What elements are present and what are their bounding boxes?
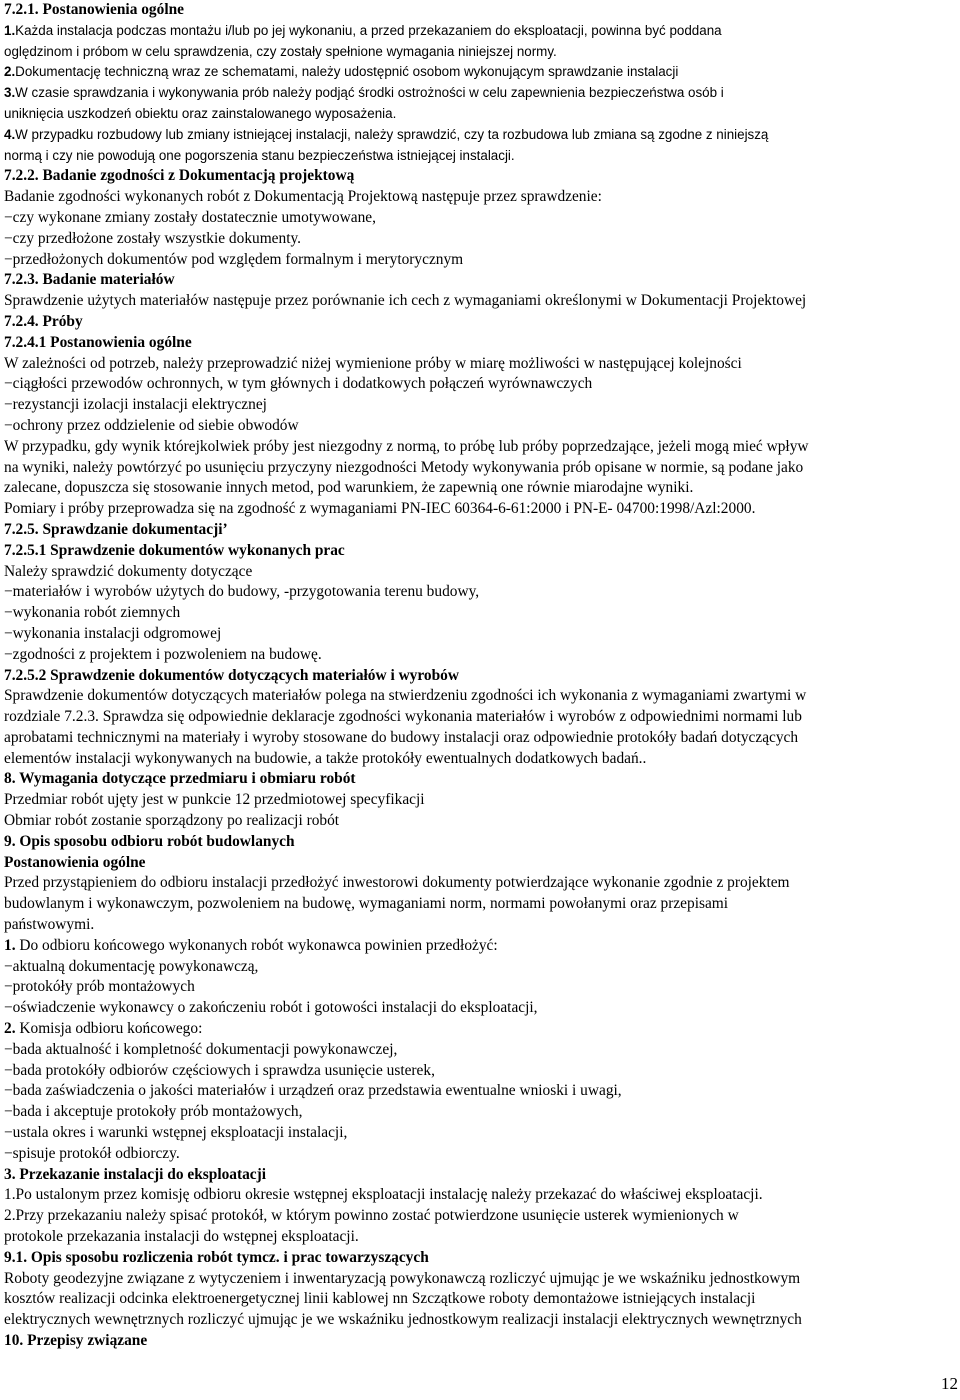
text-line: [4, 977, 954, 998]
text-line: [4, 125, 954, 146]
text-line: [4, 707, 954, 728]
text-run: Przedmiar robót ujęty jest w punkcie 12 przedmiotowej specyfikacji: [4, 791, 425, 809]
section-heading: [4, 0, 954, 21]
text-run: normą i czy nie powodują one pogorszenia stanu bezpieczeństwa istniejącej instalacji.: [4, 147, 515, 163]
text-run: Sprawdzenie użytych materiałów następuje przez porównanie ich cech z wymaganiami określonymi w Dokumentacji Projektowej: [4, 292, 807, 310]
section-heading: [4, 166, 954, 187]
text-line: [4, 624, 954, 645]
text-run: −protokóły prób montażowych: [4, 978, 195, 996]
text-line: [4, 250, 954, 271]
text-line: [4, 686, 954, 707]
text-run: oględzinom i próbom w celu sprawdzenia, czy zostały spełnione wymagania niniejszej normy.: [4, 43, 557, 59]
text-run: Przed przystąpieniem do odbioru instalacji przedłożyć inwestorowi dokumenty potwierdzające wykonanie zgodnie z projektem: [4, 874, 790, 892]
text-run: Należy sprawdzić dokumenty dotyczące: [4, 562, 253, 580]
section-heading: [4, 853, 954, 874]
text-line: [4, 416, 954, 437]
text-run: −aktualną dokumentację powykonawczą,: [4, 957, 259, 975]
text-line: [4, 811, 954, 832]
text-run: budowlanym i wykonawczym, pozwoleniem na budowę, wymaganiami norm, normami powołanymi oraz przepisami: [4, 895, 729, 913]
text-line: [4, 458, 954, 479]
text-run: 1.Po ustalonym przez komisję odbioru okresie wstępnej eksploatacji instalację należy przekazać do właściwej eksploatacji.: [4, 1186, 763, 1204]
bold-text: 1.: [4, 936, 16, 954]
text-line: [4, 790, 954, 811]
bold-text: 7.2.2. Badanie zgodności z Dokumentacją projektową: [4, 167, 355, 185]
text-line: [4, 749, 954, 770]
text-line: [4, 1310, 954, 1331]
bold-text: 3.: [4, 85, 16, 101]
text-run: państwowymi.: [4, 916, 95, 934]
text-run: −oświadczenie wykonawcy o zakończeniu robót i gotowości instalacji do eksploatacji,: [4, 999, 538, 1017]
text-line: [4, 1206, 954, 1227]
text-line: [4, 603, 954, 624]
section-heading: [4, 832, 954, 853]
text-line: [4, 894, 954, 915]
text-line: [4, 187, 954, 208]
bold-text: 3. Przekazanie instalacji do eksploatacji: [4, 1165, 267, 1183]
text-run: W czasie sprawdzania i wykonywania prób należy podjąć środki ostrożności w celu zapewnienia bezpieczeństwa osób i: [15, 85, 724, 101]
text-line: [4, 104, 954, 125]
document-page: [4, 0, 954, 1400]
text-line: [4, 437, 954, 458]
text-run: W przypadku rozbudowy lub zmiany istniejącej instalacji, należy sprawdzić, czy ta rozbudowa lub zmiana są zgodne z niniejszą: [15, 126, 769, 142]
text-line: [4, 374, 954, 395]
text-run: Każda instalacja podczas montażu i/lub po jej wykonaniu, a przed przekazaniem do eksploatacji, powinna być poddana: [15, 22, 722, 38]
text-line: [4, 873, 954, 894]
section-heading: [4, 541, 954, 562]
text-run: elementów instalacji wykonywanych na budowie, a także protokóły ewentualnych dodatkowych badań..: [4, 749, 647, 767]
text-run: −bada i akceptuje protokoły prób montażowych,: [4, 1103, 303, 1121]
section-heading: [4, 1248, 954, 1269]
section-heading: [4, 1331, 954, 1352]
bold-text: 7.2.5.1 Sprawdzenie dokumentów wykonanych prac: [4, 541, 345, 559]
text-line: [4, 1289, 954, 1310]
text-run: 2.Przy przekazaniu należy spisać protokół, w którym powinno zostać potwierdzone usunięcie usterek wymienionych w: [4, 1207, 739, 1225]
text-line: [4, 1144, 954, 1165]
bold-text: 8. Wymagania dotyczące przedmiaru i obmiaru robót: [4, 770, 356, 788]
text-line: [4, 83, 954, 104]
text-line: [4, 998, 954, 1019]
text-line: [4, 1227, 954, 1248]
bold-text: 7.2.1. Postanowienia ogólne: [4, 1, 184, 18]
text-run: −spisuje protokół odbiorczy.: [4, 1144, 180, 1162]
text-run: Dokumentację techniczną wraz ze schematami, należy udostępnić osobom wykonującym sprawdzanie instalacji: [15, 64, 679, 80]
text-run: −ustala okres i warunki wstępnej eksploatacji instalacji,: [4, 1124, 348, 1142]
bold-text: 1.: [4, 22, 16, 38]
text-run: Roboty geodezyjne związane z wytyczeniem i inwentaryzacją powykonawczą rozliczyć ujmując je we wskaźniku jednostkowym: [4, 1269, 801, 1287]
bold-text: 7.2.5. Sprawdzanie dokumentacji’: [4, 520, 228, 538]
bold-text: 7.2.4.1 Postanowienia ogólne: [4, 333, 192, 351]
text-line: [4, 1081, 954, 1102]
text-line: [4, 728, 954, 749]
text-run: −ochrony przez oddzielenie od siebie obwodów: [4, 416, 299, 434]
text-run: rozdziale 7.2.3. Sprawdza się odpowiednie deklaracje zgodności wykonania materiałów i wyrobów z odpowiednimi normami lub: [4, 708, 802, 726]
text-line: [4, 1123, 954, 1144]
text-line: [4, 42, 954, 63]
text-line: [4, 1040, 954, 1061]
section-heading: [4, 270, 954, 291]
bold-text: 7.2.4. Próby: [4, 312, 83, 330]
text-line: [4, 208, 954, 229]
text-run: Do odbioru końcowego wykonanych robót wykonawca powinien przedłożyć:: [15, 936, 498, 954]
body-text: [4, 0, 954, 1352]
text-run: Komisja odbioru końcowego:: [15, 1020, 203, 1038]
text-line: [4, 645, 954, 666]
text-run: −czy przedłożone zostały wszystkie dokumenty.: [4, 229, 302, 247]
text-run: Badanie zgodności wykonanych robót z Dokumentacją Projektową następuje przez sprawdzenie:: [4, 188, 602, 206]
section-heading: [4, 1165, 954, 1186]
text-run: elektrycznych wewnętrznych rozliczyć ujmując je we wskaźniku jednostkowym realizacji instalacji elektrycznych wewnętrznych: [4, 1311, 802, 1329]
section-heading: [4, 333, 954, 354]
text-line: [4, 291, 954, 312]
text-line: [4, 229, 954, 250]
text-line: [4, 1061, 954, 1082]
text-run: Obmiar robót zostanie sporządzony po realizacji robót: [4, 812, 340, 830]
section-heading: [4, 666, 954, 687]
bold-text: 9.1. Opis sposobu rozliczenia robót tymcz. i prac towarzyszących: [4, 1248, 429, 1266]
text-run: −bada zaświadczenia o jakości materiałów i urządzeń oraz przedstawia ewentualne wnioski i uwagi,: [4, 1082, 622, 1100]
text-line: [4, 395, 954, 416]
bold-text: 2.: [4, 64, 16, 80]
text-run: aprobatami technicznymi na materiały i wyroby stosowane do budowy instalacji oraz odpowiednie protokóły badań dotyczących: [4, 728, 799, 746]
bold-text: 10. Przepisy związane: [4, 1332, 148, 1349]
text-line: [4, 354, 954, 375]
text-run: zalecane, dopuszcza się stosowanie innych metod, pod warunkiem, że zapewnią one równie miarodajne wyniki.: [4, 479, 694, 497]
text-run: −zgodności z projektem i pozwoleniem na budowę.: [4, 645, 322, 663]
text-line: [4, 146, 954, 167]
text-line: [4, 1185, 954, 1206]
text-run: Pomiary i próby przeprowadza się na zgodność z wymaganiami PN-IEC 60364-6-61:2000 i PN-E- 04700:1998/Azl:2000.: [4, 500, 756, 518]
text-run: −wykonania robót ziemnych: [4, 604, 181, 622]
text-line: [4, 1019, 954, 1040]
bold-text: 7.2.3. Badanie materiałów: [4, 271, 175, 289]
text-run: −ciągłości przewodów ochronnych, w tym głównych i dodatkowych połączeń wyrównawczych: [4, 375, 593, 393]
text-run: −rezystancji izolacji instalacji elektrycznej: [4, 396, 267, 414]
text-run: W zależności od potrzeb, należy przeprowadzić niżej wymienione próby w miarę możliwości w następującej kolejności: [4, 354, 742, 372]
text-run: kosztów realizacji odcinka elektroenergetycznej linii kablowej nn Szczątkowe roboty demontażowe istniejących instalacji: [4, 1290, 756, 1308]
text-line: [4, 1269, 954, 1290]
text-run: W przypadku, gdy wynik którejkolwiek próby jest niezgodny z normą, to próbę lub próby poprzedzające, jeżeli mogą mieć wpływ: [4, 437, 809, 455]
text-line: [4, 21, 954, 42]
page-number: 12: [941, 1374, 958, 1393]
text-run: uniknięcia uszkodzeń obiektu oraz zainstalowanego wyposażenia.: [4, 105, 397, 121]
text-line: [4, 499, 954, 520]
bold-text: 2.: [4, 1020, 16, 1038]
bold-text: 9. Opis sposobu odbioru robót budowlanych: [4, 832, 295, 850]
text-run: protokole przekazania instalacji do wstępnej eksploatacji.: [4, 1228, 359, 1246]
bold-text: 7.2.5.2 Sprawdzenie dokumentów dotyczących materiałów i wyrobów: [4, 666, 459, 684]
text-line: [4, 478, 954, 499]
text-line: [4, 582, 954, 603]
section-heading: [4, 312, 954, 333]
text-line: [4, 1102, 954, 1123]
text-run: Sprawdzenie dokumentów dotyczących materiałów polega na stwierdzeniu zgodności ich wykonania z wymaganiami zwartymi w: [4, 687, 807, 705]
text-run: −czy wykonane zmiany zostały dostatecznie umotywowane,: [4, 208, 376, 226]
text-line: [4, 562, 954, 583]
text-line: [4, 936, 954, 957]
text-line: [4, 957, 954, 978]
section-heading: [4, 520, 954, 541]
section-heading: [4, 769, 954, 790]
text-run: −bada protokóły odbiorów częściowych i sprawdza usunięcie usterek,: [4, 1061, 435, 1079]
text-run: −przedłożonych dokumentów pod względem formalnym i merytorycznym: [4, 250, 464, 268]
bold-text: Postanowienia ogólne: [4, 853, 146, 871]
text-run: −bada aktualność i kompletność dokumentacji powykonawczej,: [4, 1040, 398, 1058]
bold-text: 4.: [4, 126, 16, 142]
text-run: na wyniki, należy powtórzyć po usunięciu przyczyny niezgodności Metody wykonywania prób opisane w normie, są podane jako: [4, 458, 804, 476]
text-run: −materiałów i wyrobów użytych do budowy, -przygotowania terenu budowy,: [4, 583, 480, 601]
text-line: [4, 62, 954, 83]
text-run: −wykonania instalacji odgromowej: [4, 624, 222, 642]
text-line: [4, 915, 954, 936]
